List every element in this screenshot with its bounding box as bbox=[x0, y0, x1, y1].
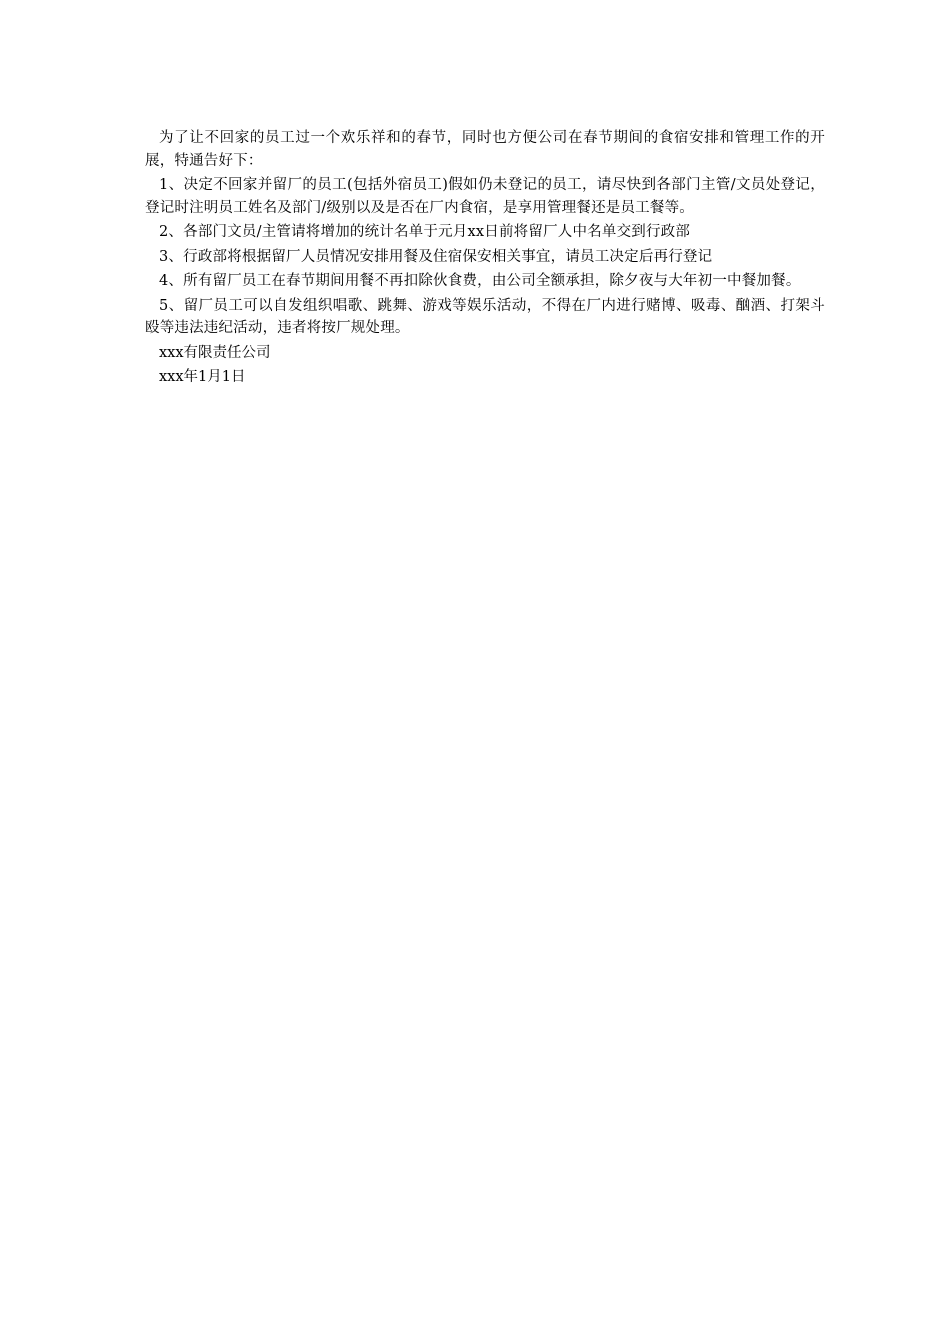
company-signature: xxx有限责任公司 bbox=[159, 344, 271, 361]
notice-item-1: 1、决定不回家并留厂的员工(包括外宿员工)假如仍未登记的员工，请尽快到各部门主管/文员处登记，登记时注明员工姓名及部门/级别以及是否在厂内食宿，是享用管理餐还是员工餐等。 bbox=[145, 177, 825, 216]
intro-paragraph: 为了让不回家的员工过一个欢乐祥和的春节，同时也方便公司在春节期间的食宿安排和管理工作的开展，特通告好下： bbox=[145, 130, 825, 169]
notice-item-4: 4、所有留厂员工在春节期间用餐不再扣除伙食费，由公司全额承担，除夕夜与大年初一中餐加餐。 bbox=[159, 273, 801, 289]
notice-item-2: 2、各部门文员/主管请将增加的统计名单于元月xx日前将留厂人中名单交到行政部 bbox=[159, 224, 691, 240]
document-body bbox=[145, 127, 825, 391]
notice-item-5: 5、留厂员工可以自发组织唱歌、跳舞、游戏等娱乐活动，不得在厂内进行赌博、吸毒、酗酒、打架斗殴等违法违纪活动，违者将按厂规处理。 bbox=[145, 297, 825, 336]
notice-date: xxx年1月1日 bbox=[159, 369, 246, 385]
notice-item-3: 3、行政部将根据留厂人员情况安排用餐及住宿保安相关事宜，请员工决定后再行登记 bbox=[159, 248, 713, 265]
